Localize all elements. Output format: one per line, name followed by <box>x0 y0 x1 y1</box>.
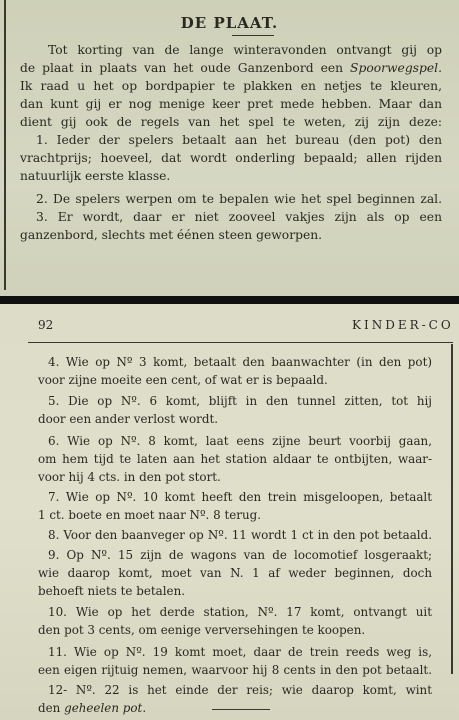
rule-8: 8. Voor den baanveger op Nº. 11 wordt 1 ct in den pot betaald. <box>48 528 432 542</box>
section-title: DE PLAAT. <box>180 14 279 32</box>
page-margin-rule <box>451 344 453 674</box>
rule-6-line-2: om hem tijd te laten aan het station aldaar te ontbijten, waar- <box>38 452 432 466</box>
end-rule <box>212 709 270 710</box>
rule-4-line-1: 4. Wie op Nº 3 komt, betaalt den baanwachter (in den pot) <box>48 355 432 369</box>
spoorwegspel-term: Spoorwegspel. <box>350 61 442 75</box>
rule-10-line-2: den pot 3 cents, om eenige verversehingen te koopen. <box>38 623 366 637</box>
rule-4-line-2: voor zijne moeite een cent, of wat er is bepaald. <box>38 373 328 387</box>
header-rule <box>28 342 453 343</box>
rule-5-line-1: 5. Die op Nº. 6 komt, blijft in den tunnel zitten, tot hij <box>48 394 432 408</box>
intro-line-3: Ik raad u het op bordpapier te plakken en netjes te kleuren, <box>20 79 442 93</box>
rule-5-line-2: door een ander verlost wordt. <box>38 412 219 426</box>
rule-1-line-3: natuurlijk eerste klasse. <box>20 169 171 183</box>
intro-line-1: Tot korting van de lange winteravonden ontvangt gij op <box>48 43 442 57</box>
intro-line-4: dan kunt gij er nog menige keer pret mede hebben. Maar dan <box>20 97 442 111</box>
rule-9-line-3: behoeft niets te betalen. <box>38 584 186 598</box>
rule-11-line-2: een eigen rijtuig nemen, waarvoor hij 8 cents in den pot betaalt. <box>38 663 432 677</box>
rule-12-line-2: den geheelen pot. <box>38 701 147 715</box>
intro-line-2: de plaat in plaats van het oude Ganzenbord een Spoorwegspel. <box>20 61 442 75</box>
rule-9-line-2: wie daarop komt, moet van N. 1 af weder beginnen, doch <box>38 566 432 580</box>
rule-2: 2. De spelers werpen om te bepalen wie het spel beginnen zal. <box>36 192 442 206</box>
running-title: KINDER-CO <box>352 318 454 332</box>
geheelen-pot-term: geheelen pot <box>64 701 143 715</box>
rule-3-line-2: ganzenbord, slechts met éénen steen geworpen. <box>20 228 323 242</box>
rule-6-line-3: voor hij 4 cts. in den pot stort. <box>38 470 221 484</box>
rule-12-line-1: 12- Nº. 22 is het einde der reis; wie daarop komt, wint <box>48 683 432 697</box>
rule-11-line-1: 11. Wie op Nº. 19 komt moet, daar de trein reeds weg is, <box>48 645 432 659</box>
rule-1-line-2: vrachtprijs; hoeveel, dat wordt onderling bepaald; allen rijden <box>20 151 442 165</box>
rule-1-line-1: 1. Ieder der spelers betaalt aan het bureau (den pot) den <box>36 133 442 147</box>
title-underline <box>232 35 274 36</box>
bottom-page <box>0 304 459 720</box>
running-header <box>0 318 459 338</box>
intro-line-5: dient gij ook de regels van het spel te weten, zij zijn deze: <box>20 115 442 129</box>
top-page <box>0 0 459 296</box>
rule-6-line-1: 6. Wie op Nº. 8 komt, laat eens zijne beurt voorbij gaan, <box>48 434 432 448</box>
rule-7-line-1: 7. Wie op Nº. 10 komt heeft den trein misgeloopen, betaalt <box>48 490 432 504</box>
rule-7-line-2: 1 ct. boete en moet naar Nº. 8 terug. <box>38 508 261 522</box>
rule-10-line-1: 10. Wie op het derde station, Nº. 17 komt, ontvangt uit <box>48 605 432 619</box>
rule-3-line-1: 3. Er wordt, daar er niet zooveel vakjes zijn als op een <box>36 210 442 224</box>
rule-9-line-1: 9. Op Nº. 15 zijn de wagons van de locomotief losgeraakt; <box>48 548 432 562</box>
page-number: 92 <box>38 318 54 332</box>
page-margin-rule <box>4 0 6 290</box>
